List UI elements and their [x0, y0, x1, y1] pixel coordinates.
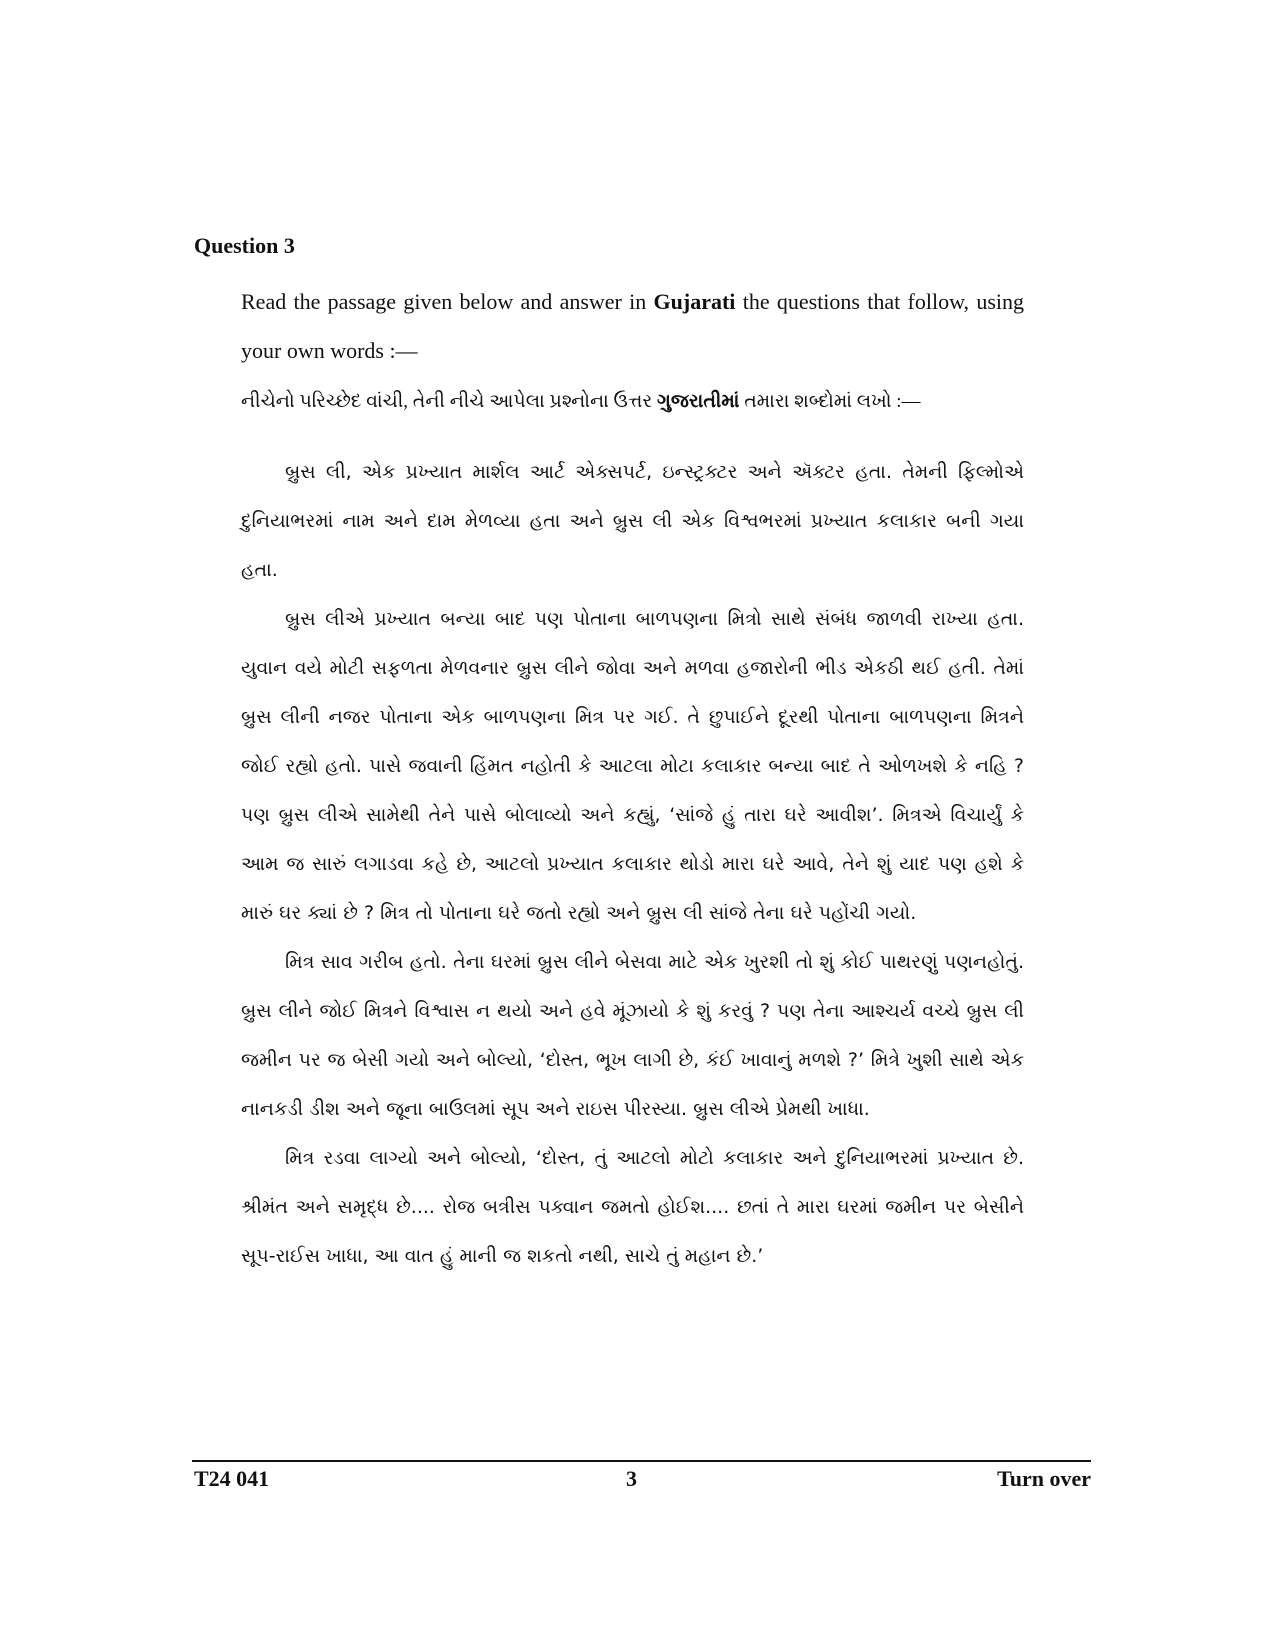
- instructions-gujarati-part2: તમારા શબ્દોમાં લખો :—: [739, 391, 921, 412]
- instructions-english-part2: the questions that follow, using your own words :—: [241, 289, 1024, 363]
- instructions-gujarati: [241, 382, 1024, 422]
- question-title: Question 3: [194, 233, 295, 258]
- instructions-gujarati-part1: નીચેનો પરિચ્છેદ વાંચી, તેની નીચે આપેલા પ્રશ્નોના ઉત્તર: [241, 391, 658, 412]
- turn-over-label: Turn over: [997, 1466, 1091, 1491]
- instructions-gujarati-language: ગુજરાતીમાં: [657, 391, 740, 412]
- footer-rule: [192, 1460, 1091, 1462]
- passage-paragraph-4: મિત્ર રડવા લાગ્યો અને બોલ્યો, ‘દોસ્ત, તું આટલો મોટો કલાકાર અને દુનિયાભરમાં પ્રખ્યાત છે. શ્રીમંત અને સમૃદ્ધ છે.... રોજ બત્રીસ પક્વાન જમતો હોઈશ.... છતાં તે મારા ઘરમાં જમીન પર બેસીને સૂપ-રાઈસ ખાધા, આ વાત હું માની જ શકતો નથી, સાચે તું મહાન છે.’: [241, 1147, 1024, 1267]
- page-number: 3: [626, 1466, 637, 1491]
- passage-paragraph-3: મિત્ર સાવ ગરીબ હતો. તેના ઘરમાં બ્રુસ લીને બેસવા માટે એક ખુરશી તો શું કોઈ પાથરણું પણનહોતું. બ્રુસ લીને જોઈ મિત્રને વિશ્વાસ ન થયો અને હવે મૂંઝાયો કે શું કરવું ? પણ તેના આશ્ચર્ય વચ્ચે બ્રુસ લી જમીન પર જ બેસી ગયો અને બોલ્યો, ‘દોસ્ત, ભૂખ લાગી છે, કંઈ ખાવાનું મળશે ?’ મિત્રે ખુશી સાથે એક નાનકડી ડીશ અને જૂના બાઉલમાં સૂપ અને રાઇસ પીરસ્યા. બ્રુસ લીએ પ્રેમથી ખાધા.: [241, 951, 1024, 1120]
- instructions-english-part1: Read the passage given below and answer in: [241, 289, 654, 314]
- instructions-english-language: Gujarati: [653, 289, 736, 314]
- instructions-english: [241, 277, 1024, 375]
- passage-paragraph-2: બ્રુસ લીએ પ્રખ્યાત બન્યા બાદ પણ પોતાના બાળપણના મિત્રો સાથે સંબંધ જાળવી રાખ્યા હતા. યુવાન વયે મોટી સફળતા મેળવનાર બ્રુસ લીને જોવા અને મળવા હજારોની ભીડ એકઠી થઈ હતી. તેમાં બ્રુસ લીની નજર પોતાના એક બાળપણના મિત્ર પર ગઈ. તે છુપાઈને દૂરથી પોતાના બાળપણના મિત્રને જોઈ રહ્યો હતો. પાસે જવાની હિંમત નહોતી કે આટલા મોટા કલાકાર બન્યા બાદ તે ઓળખશે કે નહિ ? પણ બ્રુસ લીએ સામેથી તેને પાસે બોલાવ્યો અને કહ્યું, ‘સાંજે હું તારા ઘરે આવીશ’. મિત્રએ વિચાર્યું કે આમ જ સારું લગાડવા કહે છે, આટલો પ્રખ્યાત કલાકાર થોડો મારા ઘરે આવે, તેને શું યાદ પણ હશે કે મારું ઘર ક્યાં છે ? મિત્ર તો પોતાના ઘરે જતો રહ્યો અને બ્રુસ લી સાંજે તેના ઘરે પહોંચી ગયો.: [241, 608, 1024, 924]
- paper-code: T24 041: [194, 1466, 270, 1491]
- passage: [241, 448, 1024, 1281]
- passage-paragraph-1: બ્રુસ લી, એક પ્રખ્યાત માર્શલ આર્ટ એક્સપર્ટ, ઇન્સ્ટ્રક્ટર અને ઍક્ટર હતા. તેમની ફિલ્મોએ દુનિયાભરમાં નામ અને દામ મેળવ્યા હતા અને બ્રુસ લી એક વિશ્વભરમાં પ્રખ્યાત કલાકાર બની ગયા હતા.: [241, 461, 1024, 581]
